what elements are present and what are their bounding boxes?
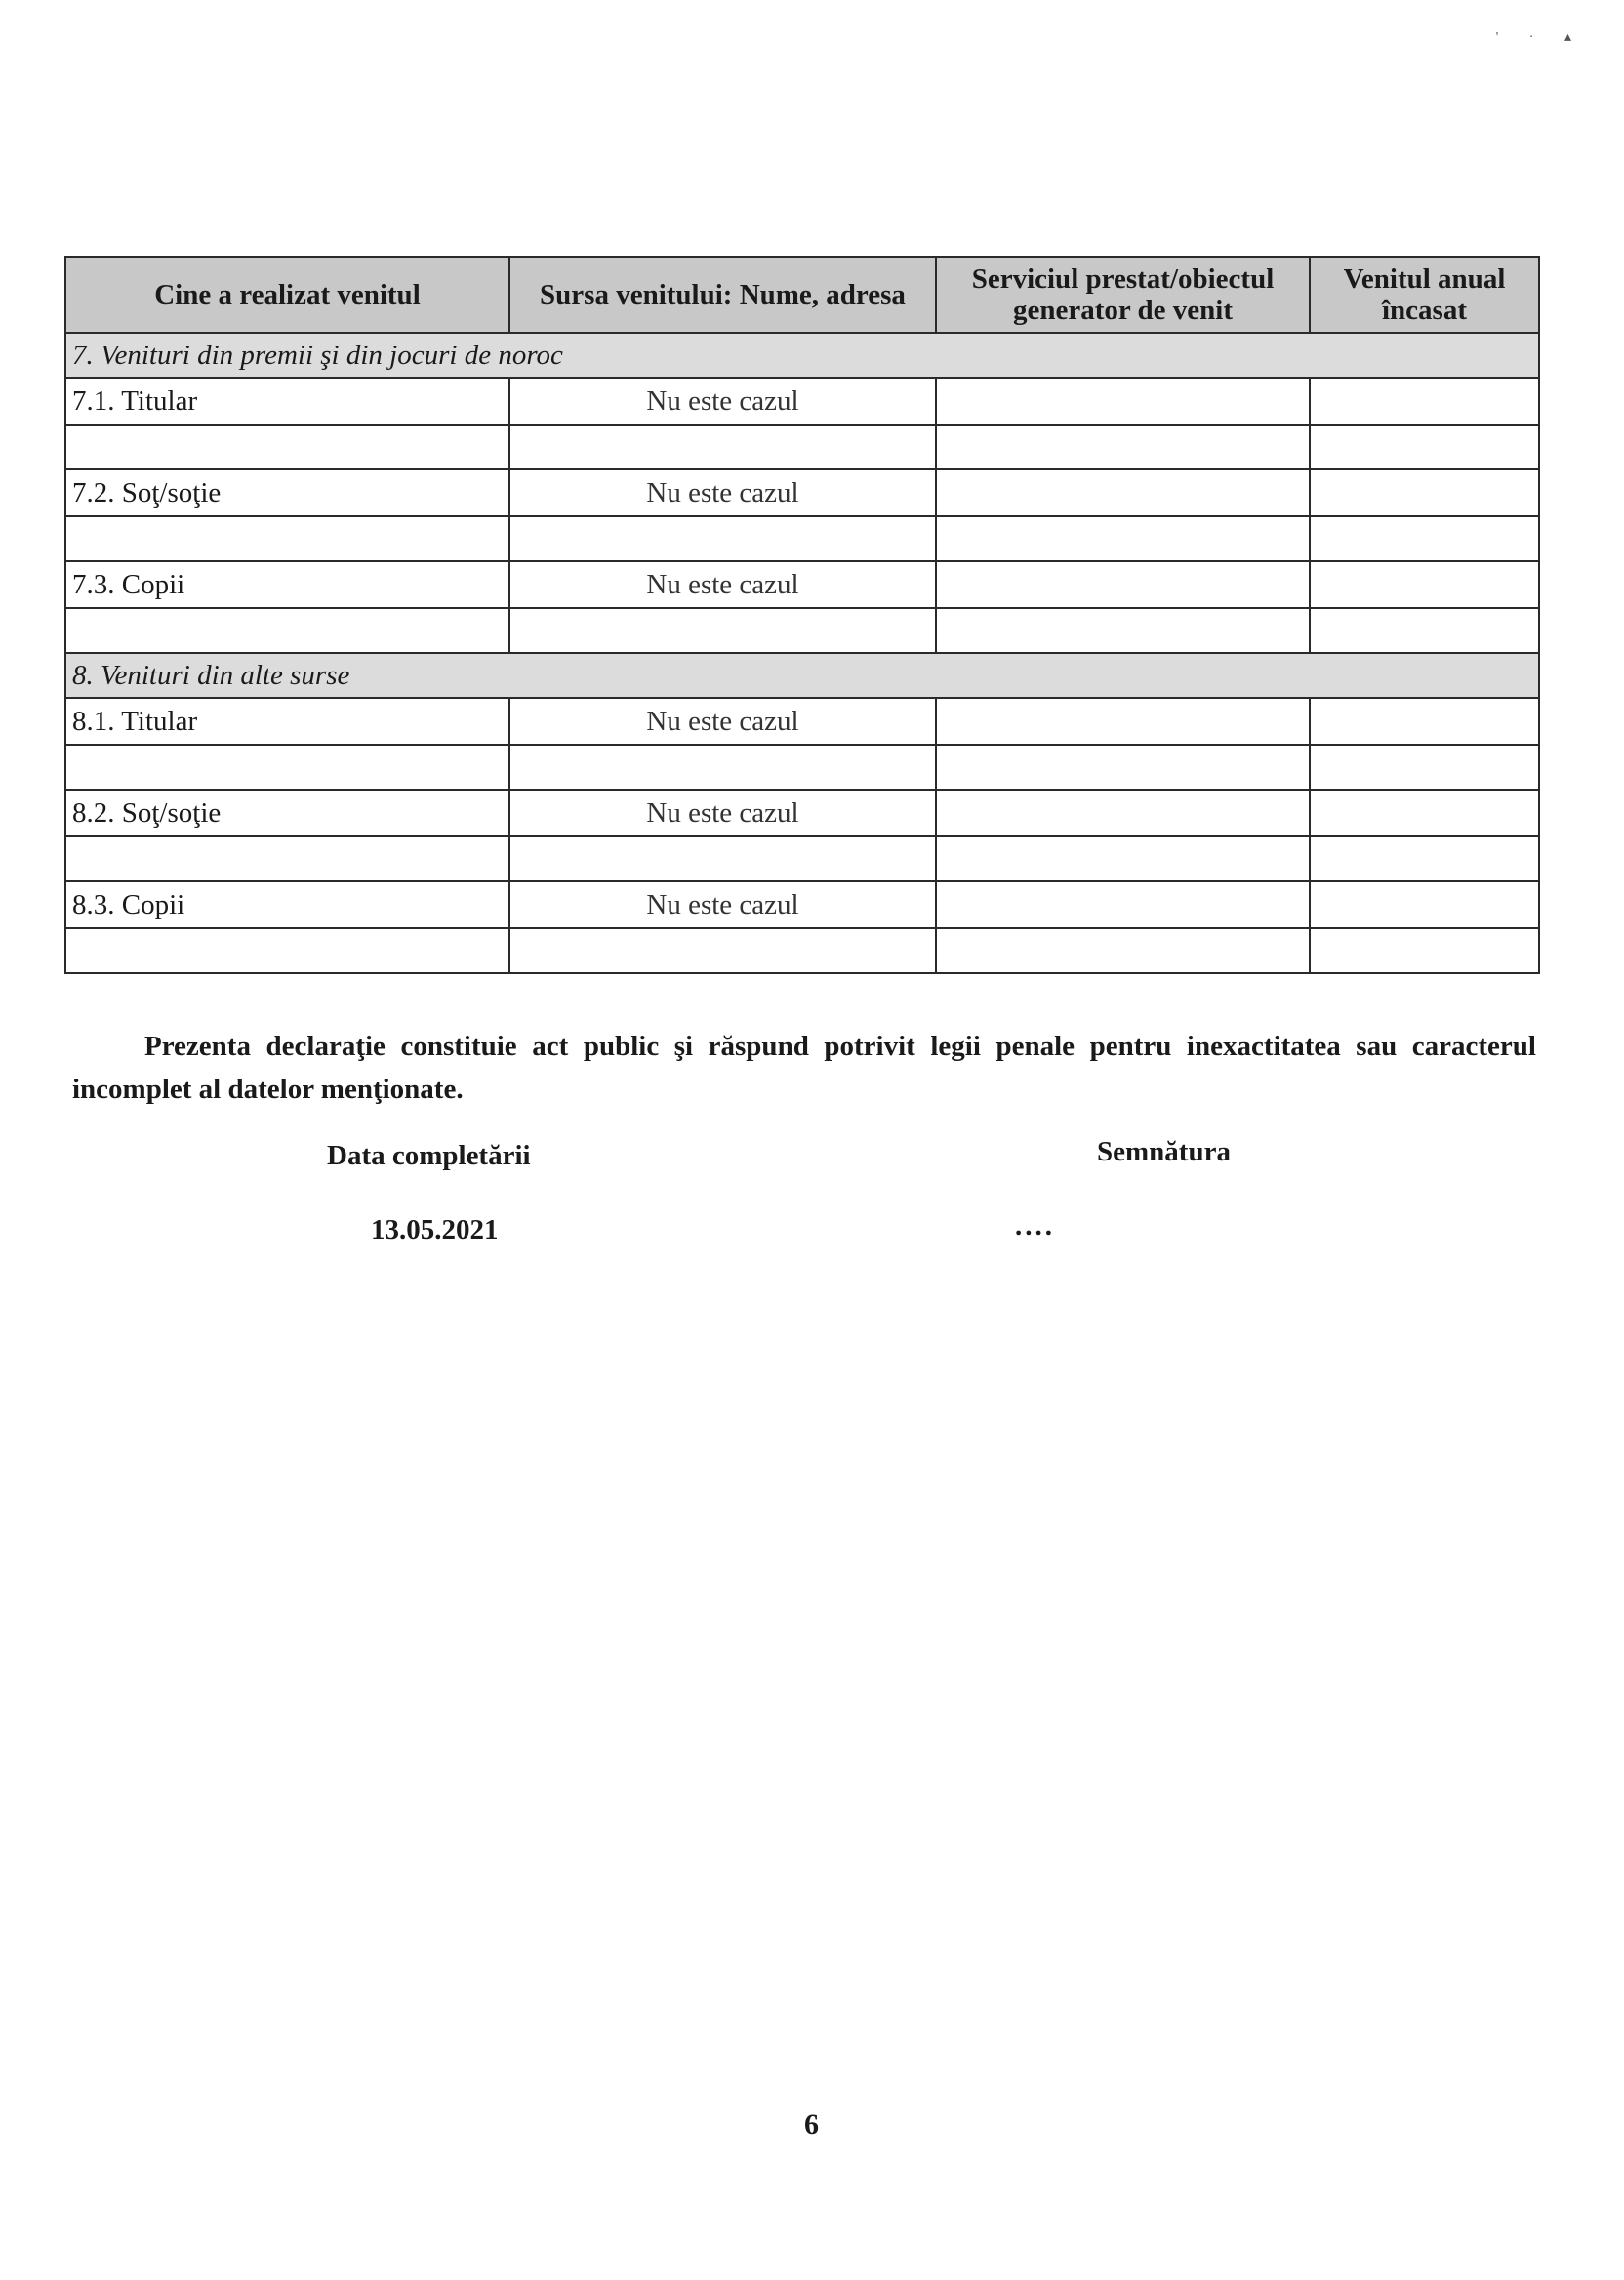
row-income (1310, 561, 1539, 608)
row-service (936, 790, 1310, 836)
row-source: Nu este cazul (509, 469, 936, 516)
row-service (936, 698, 1310, 745)
scan-marks: ' · ▴ (1495, 30, 1585, 45)
row-who: 8.1. Titular (65, 698, 509, 745)
column-header-source: Sursa venitului: Nume, adresa (509, 257, 936, 333)
signature-value: .... (1015, 1210, 1055, 1242)
row-source: Nu este cazul (509, 881, 936, 928)
column-header-annual-income: Venitul anual încasat (1310, 257, 1539, 333)
signature-label: Semnătura (1097, 1136, 1231, 1167)
table-row (65, 378, 1539, 425)
date-value: 13.05.2021 (371, 1214, 499, 1245)
row-who: 7.1. Titular (65, 378, 509, 425)
row-service (936, 561, 1310, 608)
row-service (936, 378, 1310, 425)
row-who: 7.3. Copii (65, 561, 509, 608)
table-row-empty (65, 516, 1539, 561)
row-source: Nu este cazul (509, 561, 936, 608)
table-row (65, 881, 1539, 928)
income-table (64, 256, 1540, 974)
table-row-empty (65, 608, 1539, 653)
row-source: Nu este cazul (509, 790, 936, 836)
table-header-row (65, 257, 1539, 333)
column-header-service: Serviciul prestat/obiectul generator de venit (936, 257, 1310, 333)
declaration-text: Prezenta declaraţie constituie act public şi răspund potrivit legii penale pentru inexactitatea sau caracterul incomplet al datelor menţionate. (72, 1031, 1536, 1105)
row-income (1310, 881, 1539, 928)
row-who: 8.3. Copii (65, 881, 509, 928)
row-service (936, 881, 1310, 928)
table-row (65, 561, 1539, 608)
row-source: Nu este cazul (509, 698, 936, 745)
page-number: 6 (804, 2108, 819, 2140)
row-income (1310, 378, 1539, 425)
table-row (65, 790, 1539, 836)
table-row (65, 698, 1539, 745)
row-source: Nu este cazul (509, 378, 936, 425)
row-who: 7.2. Soţ/soţie (65, 469, 509, 516)
table-row-empty (65, 745, 1539, 790)
table-row-empty (65, 425, 1539, 469)
section-7-row (65, 333, 1539, 378)
section-8-row (65, 653, 1539, 698)
row-income (1310, 698, 1539, 745)
row-service (936, 469, 1310, 516)
table-row-empty (65, 836, 1539, 881)
row-who: 8.2. Soţ/soţie (65, 790, 509, 836)
row-income (1310, 469, 1539, 516)
section-8-title: 8. Venituri din alte surse (65, 653, 1539, 698)
section-7-title: 7. Venituri din premii şi din jocuri de noroc (65, 333, 1539, 378)
table-row-empty (65, 928, 1539, 973)
column-header-who: Cine a realizat venitul (65, 257, 509, 333)
row-income (1310, 790, 1539, 836)
date-label: Data completării (327, 1140, 531, 1171)
table-row (65, 469, 1539, 516)
